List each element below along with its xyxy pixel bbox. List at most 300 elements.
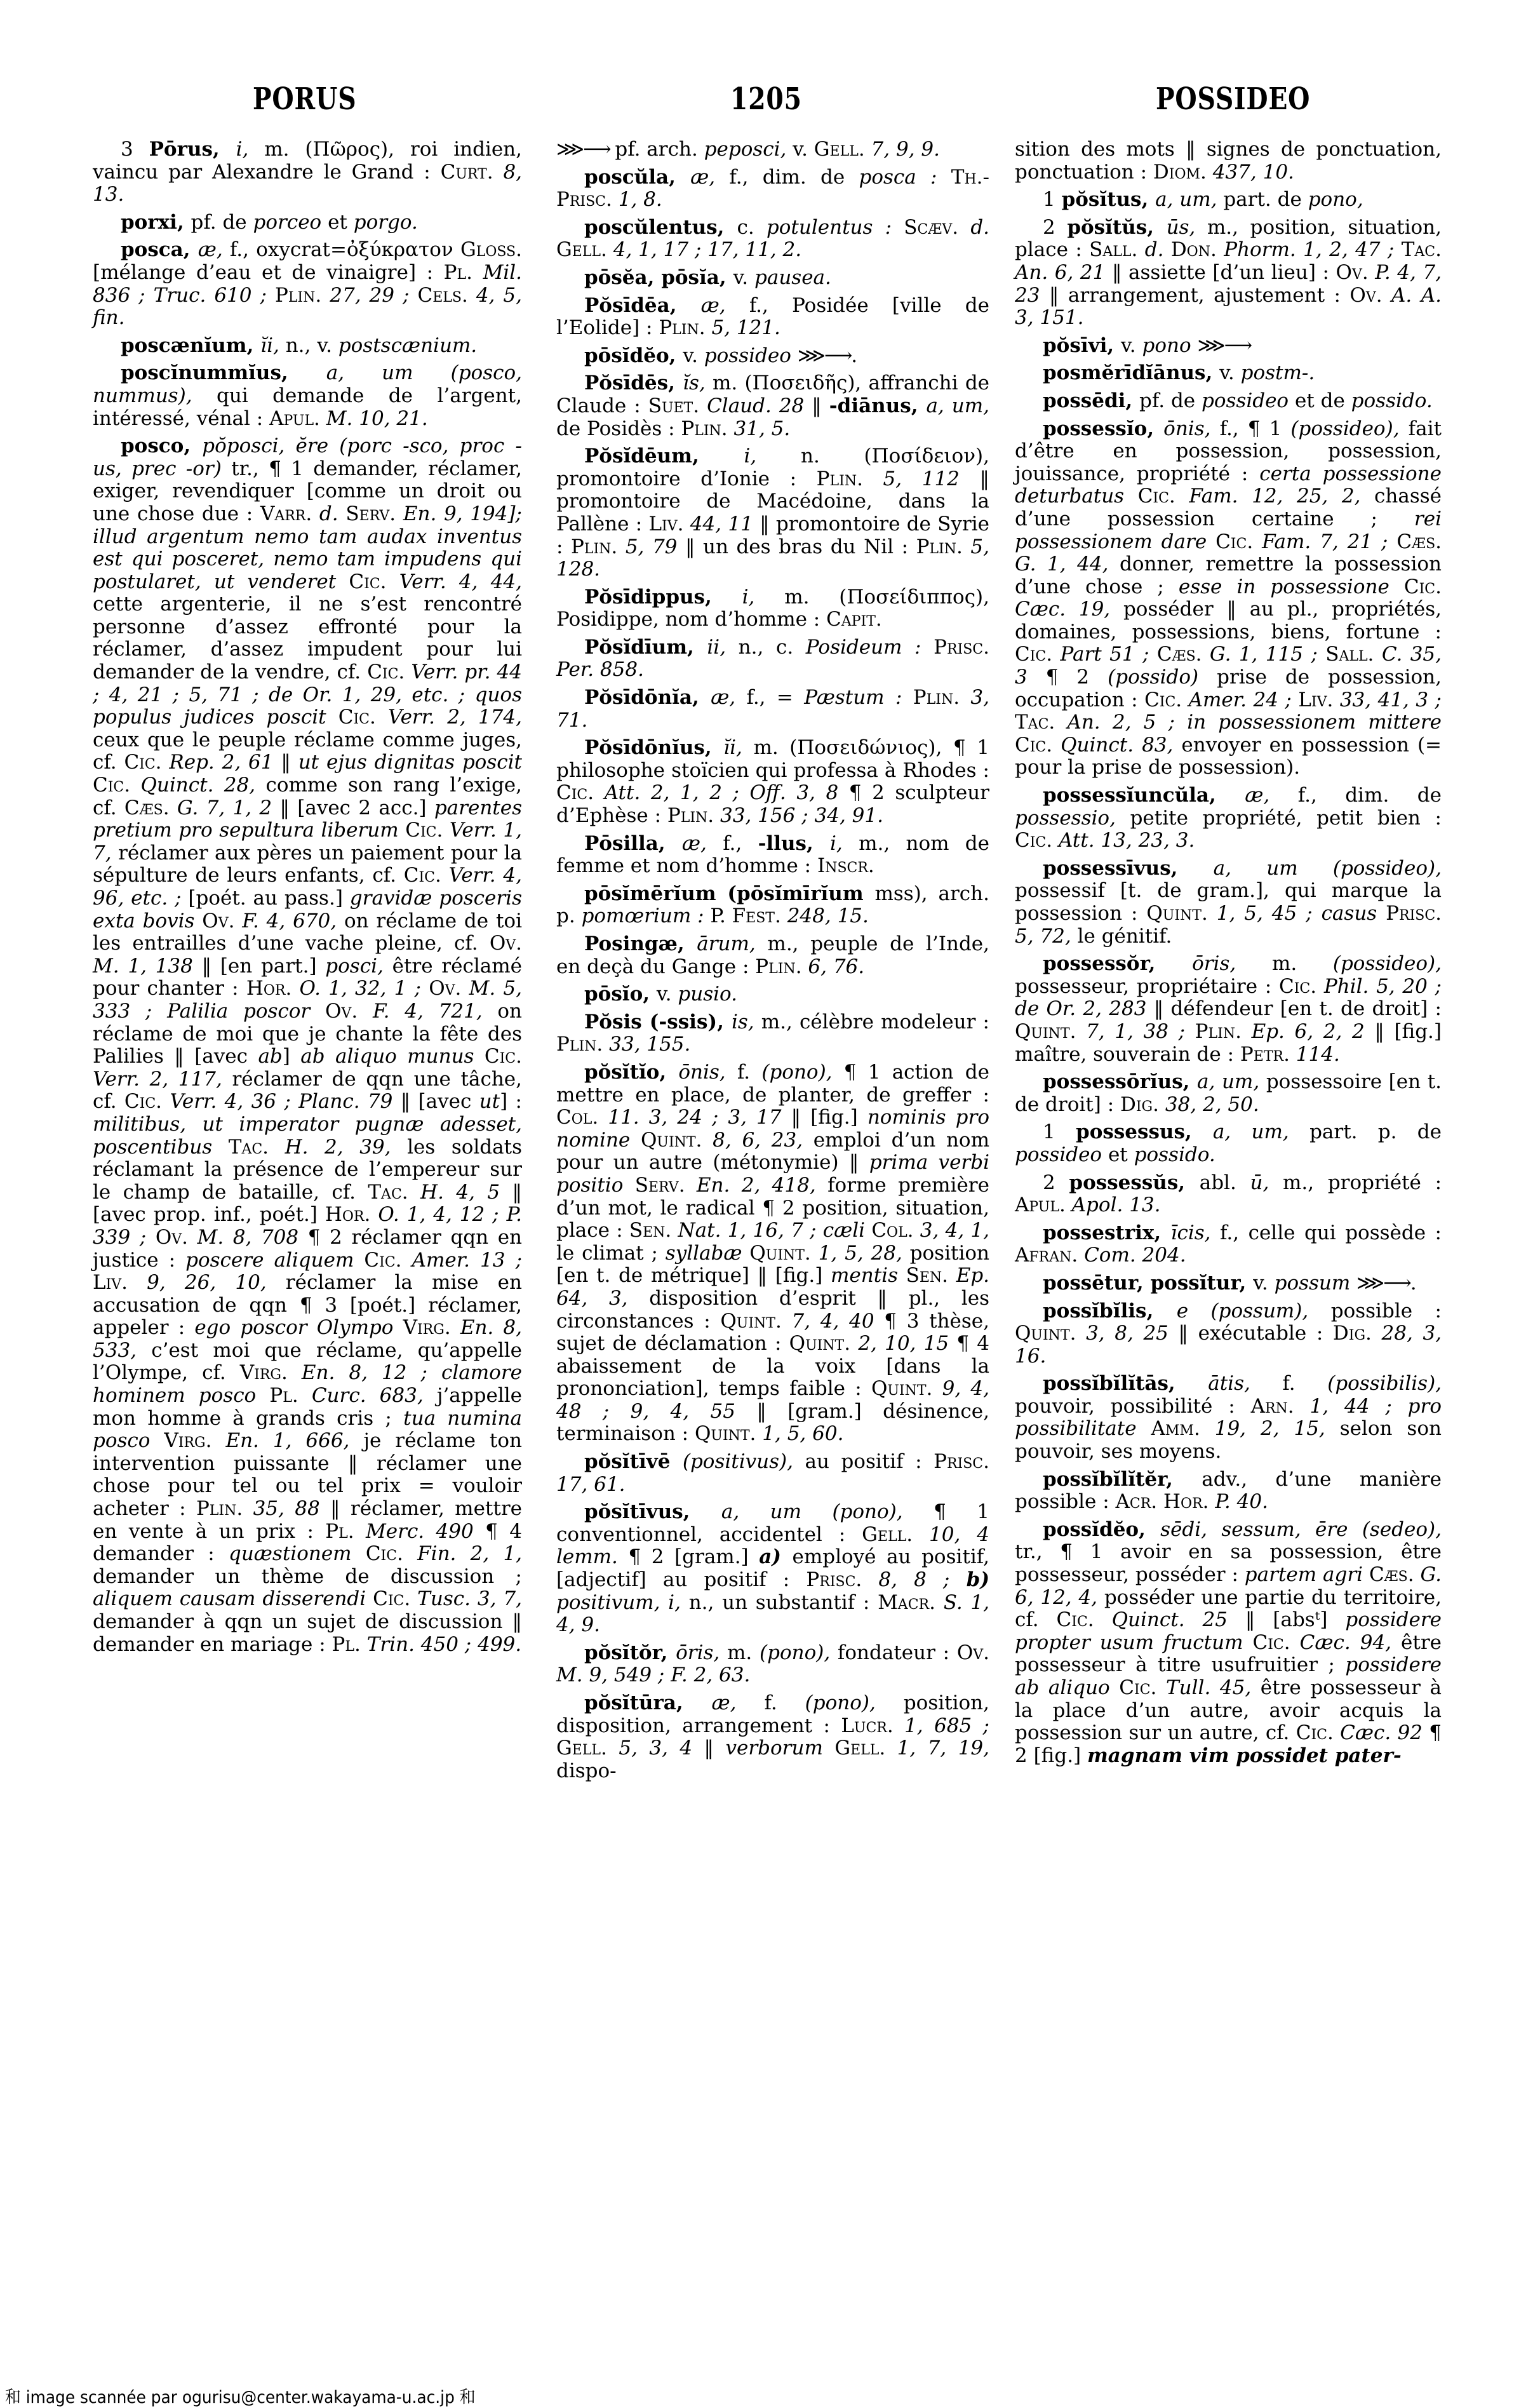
italic-text: peposci,	[704, 138, 793, 161]
headword: possĭbĭlis,	[1043, 1299, 1177, 1322]
definition-text: sition des mots ‖ signes de ponctuation, ponctuation :	[1015, 138, 1442, 184]
author-abbreviation: Virg.	[239, 1361, 302, 1385]
dictionary-entry	[556, 295, 989, 340]
italic-text: G. 7, 1, 2	[177, 796, 280, 819]
headword: Pŏsis (-ssis),	[584, 1010, 732, 1033]
author-abbreviation: Tac.	[368, 1180, 421, 1204]
italic-text: certa possessione deturbatus	[1015, 462, 1442, 508]
dictionary-entry	[556, 983, 989, 1006]
definition-text: 2	[1043, 1171, 1069, 1194]
author-abbreviation: Ov.	[489, 932, 522, 955]
definition-text: f.	[737, 1060, 762, 1084]
author-abbreviation: Quint.	[694, 1422, 763, 1446]
italic-text: ūs,	[1166, 215, 1207, 239]
definition-text: ¶ 2 sculpteur d’Ephèse :	[556, 781, 989, 828]
italic-text: 1, 5, 28,	[818, 1241, 910, 1265]
author-abbreviation: Pl.	[443, 260, 483, 284]
dictionary-entry	[1015, 784, 1442, 852]
dictionary-entry	[1015, 362, 1442, 385]
italic-text: pomœrium :	[581, 905, 711, 928]
definition-text: ‖ [fig.] maître, souverain de :	[1015, 1019, 1442, 1066]
headword: Pŏsĭdēum,	[584, 445, 744, 468]
italic-text: Cæc. 19,	[1015, 598, 1123, 621]
italic-text: ĭs,	[683, 372, 713, 395]
definition-text: ] :	[500, 1090, 522, 1113]
definition-text: disposition d’esprit ‖ pl., les circonstances :	[556, 1286, 989, 1333]
definition-text: comme son rang l’exige, cf.	[93, 774, 522, 819]
definition-text: m., peuple de l’Inde, en deçà du Gange :	[556, 932, 989, 978]
definition-text: abl.	[1199, 1171, 1250, 1194]
definition-text: ceux que le peuple réclame comme juges, cf.	[93, 728, 522, 774]
italic-text: Att. 2, 1, 2 ; Off. 3, 8	[604, 781, 849, 805]
author-abbreviation: Serv.	[345, 502, 403, 525]
author-abbreviation: Curt.	[440, 160, 504, 184]
italic-text: porceo	[253, 210, 328, 234]
italic-text: 5, 72,	[1015, 924, 1078, 948]
headword: poscænĭum,	[121, 333, 261, 357]
definition-text: tr., ¶ 1 demander, réclamer, exiger, revendiquer [comme un droit ou une chose due :	[93, 457, 522, 525]
italic-text: Per. 858.	[556, 658, 644, 682]
bold-italic-text: b)	[966, 1568, 989, 1592]
italic-text: ōnis,	[678, 1060, 737, 1084]
italic-text: M. 9, 549 ; F. 2, 63.	[556, 1664, 751, 1687]
italic-text: æ,	[681, 831, 723, 855]
italic-text: (positivus),	[682, 1450, 805, 1474]
definition-text: position, disposition, arrangement :	[556, 1692, 989, 1737]
italic-text: Cæc. 92	[1340, 1721, 1430, 1745]
author-abbreviation: Acr. Hor.	[1115, 1490, 1215, 1514]
italic-text: (possibilis),	[1327, 1372, 1442, 1396]
italic-text: 7, 9, 9.	[871, 138, 940, 161]
italic-text: possessio,	[1015, 806, 1130, 830]
definition-text: dispo-	[556, 1759, 617, 1782]
author-abbreviation: Arn.	[1250, 1394, 1310, 1418]
definition-text: 2	[1043, 215, 1068, 239]
italic-text: (possideo),	[1290, 417, 1409, 440]
italic-text: poscere aliquem	[185, 1248, 365, 1272]
italic-text: 33, 41, 3 ;	[1339, 688, 1442, 711]
dictionary-entry	[1015, 1373, 1442, 1463]
definition-text: [poét. au pass.]	[188, 887, 350, 910]
definition-text: le génitif.	[1077, 924, 1172, 948]
author-abbreviation: Ov.	[325, 999, 373, 1023]
italic-text: 8, 6, 23,	[713, 1128, 814, 1152]
author-abbreviation: Varr.	[260, 502, 319, 525]
italic-text: i,	[742, 585, 785, 609]
definition-text: réclamer de qqn une tâche, cf.	[93, 1067, 522, 1113]
definition-text: cette argenterie, il ne s’est rencontré personne d’assez effronté pour la réclamer, d’assez impudent pour lui demander de la vendre, cf.	[93, 593, 522, 684]
italic-text: O. 1, 32, 1 ;	[299, 977, 429, 1000]
definition-text: ‖ [fig.]	[791, 1106, 867, 1129]
definition-text: forme première d’un mot, le radical ¶ 2 position, situation, place :	[556, 1173, 989, 1242]
author-abbreviation: Plin.	[913, 686, 971, 710]
definition-text: m.	[727, 1641, 760, 1664]
italic-text: ab	[258, 1045, 283, 1068]
italic-text: æ,	[711, 686, 747, 710]
definition-text: m.	[1271, 952, 1333, 976]
italic-text: 11. 3, 24 ; 3, 17	[608, 1106, 791, 1129]
author-abbreviation: Cic.	[1015, 643, 1061, 666]
definition-text: ‖	[704, 1737, 726, 1760]
italic-text: porgo.	[353, 210, 418, 234]
dictionary-entry	[93, 239, 522, 329]
italic-text: ōris,	[1192, 952, 1272, 976]
italic-text: An. 2, 5 ; in possessionem mittere	[1067, 711, 1442, 734]
italic-text: militibus, ut imperator pugnæ adesset, poscentibus	[93, 1112, 522, 1159]
author-abbreviation: Sall.	[1089, 238, 1145, 262]
definition-text: donner, remettre la possession d’une chose ;	[1015, 553, 1442, 598]
italic-text: rei possessionem dare	[1015, 507, 1442, 553]
italic-text: 1, 7, 19,	[897, 1737, 989, 1760]
definition-text: ¶ 2	[1045, 666, 1108, 689]
author-abbreviation: Cic.	[1403, 575, 1442, 598]
definition-text: n. (Ποσίδειον), promontoire d’Ionie :	[556, 445, 990, 490]
dictionary-entry	[1015, 953, 1442, 1066]
italic-text: possideo	[1202, 389, 1295, 412]
dictionary-entry	[556, 586, 989, 631]
italic-text: ĭi,	[260, 333, 286, 357]
headword: poscŭlentus,	[584, 215, 737, 239]
author-abbreviation: Sall.	[1325, 643, 1382, 666]
italic-text: partem agri	[1244, 1563, 1369, 1587]
definition-text: c.	[737, 215, 767, 239]
definition-text: v.	[793, 138, 814, 161]
definition-text: n., un substantif :	[688, 1591, 878, 1614]
running-head	[0, 81, 1540, 126]
italic-text: P. 40.	[1215, 1490, 1268, 1514]
italic-text: æ,	[198, 238, 230, 262]
italic-text: Nat. 1, 16, 7 ; cæli	[678, 1219, 872, 1242]
italic-text: Att. 13, 23, 3.	[1058, 829, 1195, 852]
author-abbreviation: Gell.	[834, 1737, 897, 1760]
italic-text: nominis pro nomine	[556, 1106, 989, 1152]
definition-text: qui demande de l’argent, intéressé, vénal :	[93, 384, 522, 430]
dictionary-entry	[93, 138, 522, 206]
definition-text: réclamer aux pères un paiement pour la sépulture de leurs enfants, cf.	[93, 841, 522, 887]
italic-text: a, um,	[1197, 1070, 1266, 1094]
dictionary-entry	[1015, 1172, 1442, 1217]
italic-text: a, um (possideo),	[1213, 856, 1442, 880]
entry-continuation	[556, 138, 989, 161]
author-abbreviation: Tac.	[1401, 238, 1442, 262]
author-abbreviation: Ov.	[202, 909, 243, 932]
headword: possĭdĕo,	[1043, 1517, 1161, 1541]
italic-text: Posideum :	[805, 635, 934, 659]
author-abbreviation: Cæs.	[1369, 1563, 1421, 1587]
author-abbreviation: Cic.	[1015, 733, 1061, 757]
dictionary-entry	[1015, 1071, 1442, 1116]
definition-text: ¶ 4 demander :	[93, 1519, 522, 1566]
headword: possētur, possĭtur,	[1043, 1271, 1254, 1295]
author-abbreviation: Lucr.	[841, 1714, 905, 1737]
italic-text: Tusc. 3, 7,	[417, 1587, 522, 1611]
italic-text: 3, 4, 1,	[920, 1219, 989, 1242]
author-abbreviation: Cic.	[364, 1248, 412, 1272]
italic-text: i,	[744, 445, 801, 468]
definition-text: m. (Πῶρος), roi indien, vaincu par Alexandre le Grand :	[93, 138, 522, 184]
italic-text: æ,	[690, 165, 730, 189]
headword: Pōsilla,	[584, 831, 682, 855]
definition-text: réclamer la mise en accusation de qqn ¶ 3 [poét.] réclamer, appeler :	[93, 1271, 522, 1340]
italic-text: Apol. 13.	[1071, 1194, 1161, 1217]
author-abbreviation: Macr.	[878, 1591, 944, 1614]
headword: posco,	[121, 434, 203, 458]
author-abbreviation: Plin.	[816, 467, 883, 490]
definition-text: ‖ [absᵗ]	[1245, 1608, 1346, 1632]
italic-text: 1, 685 ;	[904, 1714, 990, 1737]
definition-text: posséder une partie du territoire, cf.	[1015, 1585, 1442, 1632]
author-abbreviation: Plin.	[274, 283, 330, 307]
italic-text: Verr. 2, 117,	[93, 1067, 232, 1091]
definition-text: m., propriété :	[1283, 1171, 1442, 1194]
definition-text: ¶ 2 [gram.]	[628, 1545, 760, 1569]
author-abbreviation: Quint.	[1015, 1019, 1087, 1043]
definition-text: on réclame de toi les entrailles d’une vache pleine, cf.	[93, 909, 522, 955]
definition-text: ]	[282, 1045, 301, 1068]
definition-text: f., celle qui possède :	[1220, 1221, 1442, 1244]
definition-text: ‖	[281, 751, 298, 774]
author-abbreviation: Plin.	[556, 1033, 610, 1056]
author-abbreviation: Dig.	[1120, 1093, 1165, 1116]
italic-text: 6, 76.	[808, 955, 865, 978]
italic-text: mentis	[831, 1264, 906, 1288]
dictionary-entry	[556, 1011, 989, 1056]
italic-text: 33, 156 ; 34, 91.	[720, 804, 883, 828]
italic-text: Fam. 12, 25, 2,	[1189, 485, 1375, 508]
definition-text: f.	[764, 1692, 805, 1714]
italic-text: Cæc. 94,	[1299, 1631, 1402, 1654]
author-abbreviation: Quint.	[1015, 1322, 1087, 1345]
definition-text: ‖ [en part.]	[201, 954, 326, 978]
dictionary-entry	[93, 362, 522, 430]
see-more-arrow-icon: ⋙⟶	[1197, 333, 1252, 357]
italic-text: æ,	[711, 1692, 765, 1714]
author-abbreviation: Capit.	[826, 608, 882, 631]
definition-text: ¶ 3 thèse, sujet de déclamation :	[556, 1309, 990, 1355]
definition-text: m. (Ποσείδιππος), Posidippe, nom d’homme :	[556, 585, 989, 631]
definition-text: ‖ [avec 2 acc.]	[279, 796, 434, 819]
author-abbreviation: Diom.	[1153, 160, 1213, 184]
definition-text: ‖ [gram.] désinence, terminaison :	[556, 1399, 989, 1446]
entry-continuation	[1015, 138, 1442, 184]
author-abbreviation: Serv.	[634, 1173, 697, 1197]
author-abbreviation: Gell.	[862, 1523, 930, 1546]
headword: Posingæ,	[584, 932, 697, 955]
definition-text: f., =	[746, 686, 805, 710]
author-abbreviation: Plin.	[755, 955, 808, 978]
author-abbreviation: Plin.	[681, 417, 734, 440]
italic-text: 1, 8.	[618, 188, 662, 212]
definition-text: être réclamé pour chanter :	[93, 954, 522, 1000]
column-right	[1015, 138, 1442, 1768]
italic-text: 9, 26, 10,	[147, 1271, 286, 1295]
author-abbreviation: Tac.	[1015, 711, 1068, 734]
author-abbreviation: Ov.	[155, 1225, 198, 1249]
definition-text: ‖ promontoire de Syrie :	[556, 512, 989, 558]
author-abbreviation: Cic.	[556, 781, 605, 805]
author-abbreviation: Prisc.	[806, 1568, 879, 1592]
author-abbreviation: Cels.	[417, 283, 476, 307]
dictionary-entry	[1015, 1300, 1442, 1368]
author-abbreviation: Gell.	[556, 1737, 619, 1760]
italic-text: ego poscor Olympo	[194, 1316, 403, 1340]
dictionary-entry	[1015, 1222, 1442, 1267]
definition-text: être possesseur à la place d’un autre, avoir acquis la possession sur un autre, cf.	[1015, 1676, 1442, 1745]
headword: Pŏsīdōnĭus,	[584, 736, 724, 760]
italic-text: a, um,	[926, 394, 989, 417]
definition-text: m., position, situation, place :	[1015, 215, 1442, 262]
headword: pŏsĭtus,	[1061, 188, 1156, 212]
author-abbreviation: Gell.	[814, 138, 871, 161]
dictionary-entry	[556, 1692, 989, 1782]
italic-text: Tull. 45,	[1165, 1676, 1261, 1699]
headword: Pŏsĭdīum,	[584, 635, 707, 659]
italic-text: H. 4, 5	[420, 1180, 512, 1204]
headword: porxi,	[121, 210, 191, 234]
italic-text: aliquem causam disserendi	[93, 1587, 373, 1611]
definition-text: ¶ 1 action de mettre en place, de planter, de greffer :	[556, 1060, 989, 1106]
headword: possēdi,	[1043, 389, 1140, 412]
column-left	[93, 138, 522, 1657]
author-abbreviation: Sen.	[906, 1264, 956, 1288]
headword: -llus,	[758, 831, 830, 855]
italic-text: posci,	[325, 954, 392, 978]
italic-text: F. 4, 721,	[372, 999, 498, 1023]
definition-text: c’est moi que réclame, qu’appelle l’Olympe, cf.	[93, 1338, 522, 1385]
definition-text: on réclame de moi que je chante la fête des Palilies ‖ [avec	[93, 999, 522, 1068]
dictionary-entry	[93, 335, 522, 358]
definition-text: demander un thème de discussion ;	[93, 1564, 522, 1588]
italic-text: i,	[830, 831, 859, 855]
headword: Pŏsīdēa,	[584, 293, 701, 317]
definition-text: ‖ assiette [d’un lieu] :	[1111, 260, 1336, 284]
definition-text: ‖ réclamer, mettre en vente à un prix :	[93, 1497, 522, 1543]
italic-text: 35, 88	[253, 1497, 331, 1521]
author-abbreviation: Afran.	[1015, 1244, 1085, 1267]
author-abbreviation: Pl.	[269, 1384, 312, 1408]
definition-text: pf. arch.	[615, 138, 704, 161]
italic-text: 8, 8 ;	[878, 1568, 967, 1592]
italic-text: a, um,	[1155, 188, 1224, 212]
italic-text: 4, 1, 17 ; 17, 11, 2.	[613, 238, 802, 262]
author-abbreviation: Plin.	[667, 804, 721, 828]
author-abbreviation: Cic.	[1278, 974, 1324, 998]
author-abbreviation: Liv.	[1298, 688, 1340, 711]
dictionary-entry	[1015, 1469, 1442, 1514]
italic-text: G. 1, 115 ;	[1209, 643, 1326, 666]
definition-text: f.	[1282, 1372, 1328, 1396]
author-abbreviation: Apul.	[1015, 1194, 1072, 1217]
italic-text: Claud. 28	[707, 394, 812, 417]
author-abbreviation: Plin.	[1195, 1019, 1252, 1043]
italic-text: S. 1, 4, 9.	[556, 1591, 989, 1637]
italic-text: 1, 5, 45 ; casus	[1216, 902, 1386, 925]
italic-text: 5, 121.	[711, 316, 780, 340]
definition-text: fondateur :	[837, 1641, 957, 1664]
definition-text: ¶ 1 conventionnel, accidentel :	[556, 1500, 989, 1546]
author-abbreviation: Cic.	[403, 864, 449, 887]
headword: pŏsĭtĭo,	[584, 1060, 679, 1084]
headword: Pŏsīdēs,	[584, 372, 683, 395]
definition-text: selon son pouvoir, ses moyens.	[1015, 1417, 1442, 1463]
italic-text: ii,	[707, 635, 739, 659]
dictionary-entry	[93, 212, 522, 234]
italic-text: 10, 4 lemm.	[556, 1523, 989, 1569]
italic-text: Fam. 7, 21 ;	[1262, 530, 1397, 553]
italic-text: prima verbi positio	[556, 1151, 989, 1197]
definition-text: m., célèbre modeleur :	[761, 1010, 989, 1033]
author-abbreviation: Quint.	[871, 1377, 942, 1401]
author-abbreviation: Apul.	[269, 407, 326, 430]
italic-text: ut ejus dignitas poscit	[298, 751, 522, 774]
italic-text: ōnis,	[1163, 417, 1220, 440]
headword: pōsĕa, pōsĭa,	[584, 266, 733, 289]
italic-text: 5, 79	[625, 535, 685, 558]
headword: pŏsĭtŏr,	[584, 1641, 676, 1664]
definition-text: pf. de	[191, 210, 253, 234]
dictionary-entry	[93, 435, 522, 1656]
definition-text: je réclame ton intervention puissante ‖ réclamer une chose pour tel ou tel prix = vouloir acheter :	[93, 1429, 522, 1521]
definition-text: être possesseur à titre usufruitier ;	[1015, 1631, 1442, 1677]
italic-text: 5, 128.	[556, 535, 989, 581]
italic-text: potulentus :	[766, 215, 904, 239]
italic-text: 33, 155.	[609, 1033, 691, 1056]
definition-text: 1	[1043, 1120, 1076, 1144]
italic-text: 19, 2, 15,	[1214, 1417, 1340, 1441]
definition-text: envoyer en possession (= pour la prise de possession).	[1015, 733, 1442, 779]
headword: possessus,	[1076, 1120, 1213, 1144]
definition-text: les soldats réclamant la présence de l’empereur sur le champ de bataille, cf.	[93, 1135, 522, 1204]
dictionary-entry	[556, 737, 989, 827]
author-abbreviation: Cic.	[367, 661, 412, 684]
italic-text: æ,	[1245, 784, 1298, 807]
italic-text: d.	[970, 215, 990, 239]
definition-text: ‖ exécutable :	[1178, 1322, 1333, 1345]
italic-text: (pono),	[805, 1692, 904, 1714]
author-abbreviation: Cæs.	[1156, 643, 1210, 666]
italic-text: quæstionem	[228, 1542, 366, 1566]
italic-text: M. 10, 21.	[326, 407, 428, 430]
definition-text: possesseur, propriétaire :	[1015, 974, 1279, 998]
italic-text: pusio.	[678, 983, 737, 1006]
dictionary-entry	[556, 833, 989, 878]
definition-text: position [en t. de métrique] ‖ [fig.]	[556, 1241, 989, 1288]
italic-text: postm-.	[1240, 361, 1315, 385]
author-abbreviation: Cic.	[1056, 1608, 1112, 1632]
definition-text: ‖ promontoire de Macédoine, dans la Pallène :	[556, 467, 989, 535]
italic-text: Merc. 490	[366, 1519, 486, 1543]
author-abbreviation: Plin.	[571, 535, 626, 558]
italic-text: En. 2, 418,	[696, 1173, 828, 1197]
italic-text: (pono),	[761, 1060, 844, 1084]
author-abbreviation: Cic.	[349, 570, 399, 593]
italic-text: a, um (posco, nummus),	[93, 361, 522, 407]
headword: pŏsĭtīvē	[584, 1450, 683, 1474]
author-abbreviation: Ov.	[956, 1641, 989, 1664]
italic-text: (possido)	[1108, 666, 1217, 689]
definition-text: pf. de	[1139, 389, 1202, 412]
italic-text: Verr. 2, 174,	[388, 706, 522, 729]
italic-text: An. 6, 21	[1015, 260, 1112, 284]
definition-text: posséder ‖ au pl., propriétés, domaines, possessions, biens, fortune :	[1015, 598, 1442, 643]
italic-text: possideo	[1015, 1143, 1108, 1166]
definition-text: n., v.	[285, 333, 338, 357]
dictionary-entry	[556, 345, 989, 368]
headword: possestrix,	[1043, 1221, 1171, 1244]
dictionary-entry	[1015, 217, 1442, 330]
dictionary-entry	[1015, 418, 1442, 780]
author-abbreviation: Tac.	[228, 1135, 285, 1159]
